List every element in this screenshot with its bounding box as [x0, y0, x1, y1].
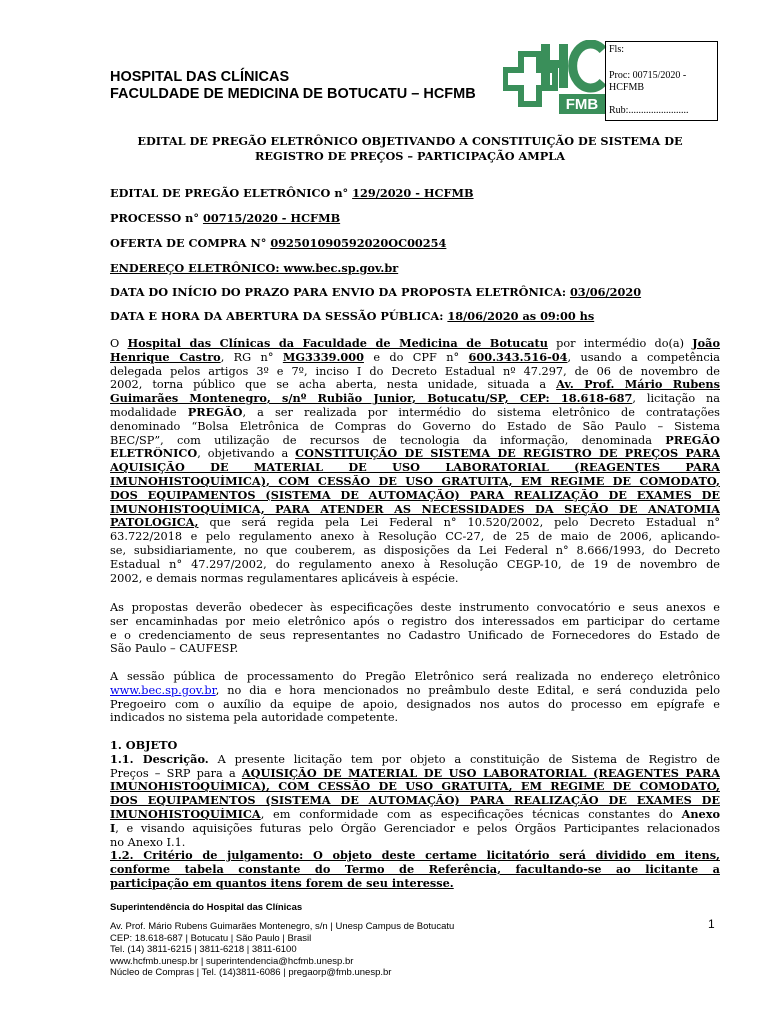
endereco-value[interactable]: www.bec.sp.gov.br: [279, 261, 399, 275]
footer-line-2: CEP: 18.618-687 | Botucatu | São Paulo | Brasil: [110, 932, 312, 944]
footer-line-5[interactable]: Núcleo de Compras | Tel. (14)3811-6086 | pregaorp@fmb.unesp.br: [110, 967, 392, 978]
edital-heading: [110, 134, 710, 164]
hospital-header: [110, 69, 476, 103]
faculty-name: FACULDADE DE MEDICINA DE BOTUCATU – HCFMB: [110, 86, 476, 102]
edital-number-value: 129/2020 - HCFMB: [352, 186, 474, 200]
logo-fmb-text: FMB: [565, 96, 599, 113]
oferta-line: [110, 236, 446, 250]
processo-label: PROCESSO n°: [110, 211, 203, 225]
edital-heading-line1: EDITAL DE PREGÃO ELETRÔNICO OBJETIVANDO A CONSTITUIÇÃO DE SISTEMA DE: [137, 134, 683, 148]
endereco-label: ENDEREÇO ELETRÔNICO:: [110, 261, 280, 275]
footer-line-3: Tel. (14) 3811-6215 | 3811-6218 | 3811-6100: [110, 944, 297, 955]
session-paragraph: A sessão pública de processamento do Pregão Eletrônico será realizada no endereço eletrônico www.bec.sp.gov.br, no dia e hora mencionados no preâmbulo deste Edital, e será conduzida pelo Pregoeiro com o auxílio da equipe de apoio, designados nos autos do processo em epígrafe e indicados no sistema pela autoridade competente.: [110, 670, 720, 725]
oferta-label: OFERTA DE COMPRA N°: [110, 236, 271, 250]
inicio-prazo-line: [110, 285, 641, 299]
edital-heading-line2: REGISTRO DE PREÇOS – PARTICIPAÇÃO AMPLA: [254, 149, 566, 163]
edital-number-line: [110, 186, 474, 200]
proposals-paragraph: As propostas deverão obedecer às especificações deste instrumento convocatório e seus anexos e ser encaminhadas por meio eletrônico após o registro dos interessados em participar do certame e o credenciamento de seus representantes no Cadastro Unificado de Fornecedores do Estado de São Paulo – CAUFESP.: [110, 601, 720, 656]
footer-line-4[interactable]: www.hcfmb.unesp.br | superintendencia@hcfmb.unesp.br: [110, 955, 354, 967]
fls-stamp-box: [605, 41, 718, 121]
proc-label-2: HCFMB: [609, 82, 645, 93]
fls-label: Fls:: [609, 44, 625, 55]
edital-number-label: EDITAL DE PREGÃO ELETRÔNICO n°: [110, 186, 353, 200]
processo-value: 00715/2020 - HCFMB: [202, 211, 341, 225]
hospital-name: HOSPITAL DAS CLÍNICAS: [110, 69, 290, 85]
hcfmb-logo: [503, 40, 607, 118]
preamble-paragraph: O Hospital das Clínicas da Faculdade de Medicina de Botucatu por intermédio do(a) João Henrique Castro, RG n° MG3339.000 e do CPF n° 600.343.516-04, usando a competência delegada pelos artigos 3º e 7º, inciso I do Decreto Estadual nº 47.297, de 06 de novembro de 2002, torna público que se acha aberta, nesta unidade, situada a Av. Prof. Mário Rubens Guimarães Montenegro, s/nº Rubião Junior, Botucatu/SP, CEP: 18.618-687, licitação na modalidade PREGÃO, a ser realizada por intermédio do sistema eletrônico de contratações denominado “Bolsa Eletrônica de Compras do Governo do Estado de São Paulo – Sistema BEC/SP”, com utilização de recursos de tecnologia da informação, denominada PREGÃO ELETRÔNICO, objetivando a CONSTITUIÇÃO DE SISTEMA DE REGISTRO DE PREÇOS PARA AQUISIÇÃO DE MATERIAL DE USO LABORATORIAL (REAGENTES PARA IMUNOHISTOQUÍMICA), COM CESSÃO DE USO GRATUITA, EM REGIME DE COMODATO, DOS EQUIPAMENTOS (SISTEMA DE AUTOMAÇÃO) PARA REALIZAÇÃO DE EXAMES DE IMUNOHISTOQUÍMICA, PARA ATENDER AS NECESSIDADES DA SEÇÃO DE ANATOMIA PATOLOGICA, que será regida pela Lei Federal n° 10.520/2002, pelo Decreto Estadual n° 63.722/2018 e pelo regulamento anexo à Resolução CC-27, de 25 de maio de 2006, aplicando- se, subsidiariamente, no que couberem, as disposições da Lei Federal n° 8.666/1993, do Decreto Estadual n° 47.297/2002, do regulamento anexo à Resolução CEGP-10, de 19 de novembro de 2002, e demais normas regulamentares aplicáveis à espécie.: [110, 337, 720, 585]
oferta-value: 092501090592020OC00254: [270, 236, 447, 250]
abertura-sessao-value: 18/06/2020 as 09:00 hs: [447, 309, 595, 323]
abertura-sessao-line: [110, 309, 594, 323]
page-number: 1: [708, 917, 715, 931]
objeto-section: 1. OBJETO 1.1. Descrição. A presente licitação tem por objeto a constituição de Sistema de Registro de Preços – SRP para a AQUISIÇÃO DE MATERIAL DE USO LABORATORIAL (REAGENTES PARA IMUNOHISTOQUÍMICA), COM CESSÃO DE USO GRATUITA, EM REGIME DE COMODATO, DOS EQUIPAMENTOS (SISTEMA DE AUTOMAÇÃO) PARA REALIZAÇÃO DE EXAMES DE IMUNOHISTOQUÍMICA, em conformidade com as especificações técnicas constantes do Anexo I, e visando aquisições futuras pelo Órgão Gerenciador e pelos Órgãos Participantes relacionados no Anexo I.1. 1.2. Critério de julgamento: O objeto deste certame licitatório será dividido em itens, conforme tabela constante do Termo de Referência, facultando-se ao licitante a participação em quantos itens forem de seu interesse.: [110, 739, 720, 890]
rub-label: Rub:........................: [609, 104, 689, 116]
footer-line-1: Av. Prof. Mário Rubens Guimarães Montenegro, s/n | Unesp Campus de Botucatu: [110, 921, 455, 932]
abertura-sessao-label: DATA E HORA DA ABERTURA DA SESSÃO PÚBLICA:: [110, 309, 448, 323]
bec-link[interactable]: www.bec.sp.gov.br: [110, 683, 216, 697]
footer-title: Superintendência do Hospital das Clínicas: [110, 902, 303, 913]
proc-label: Proc: 00715/2020 -: [609, 69, 687, 81]
inicio-prazo-value: 03/06/2020: [569, 285, 642, 299]
footer-address: [110, 921, 454, 979]
inicio-prazo-label: DATA DO INÍCIO DO PRAZO PARA ENVIO DA PROPOSTA ELETRÔNICA:: [110, 285, 570, 299]
processo-line: [110, 211, 340, 225]
objeto-title: 1. OBJETO: [110, 739, 178, 752]
endereco-line: [110, 261, 398, 275]
